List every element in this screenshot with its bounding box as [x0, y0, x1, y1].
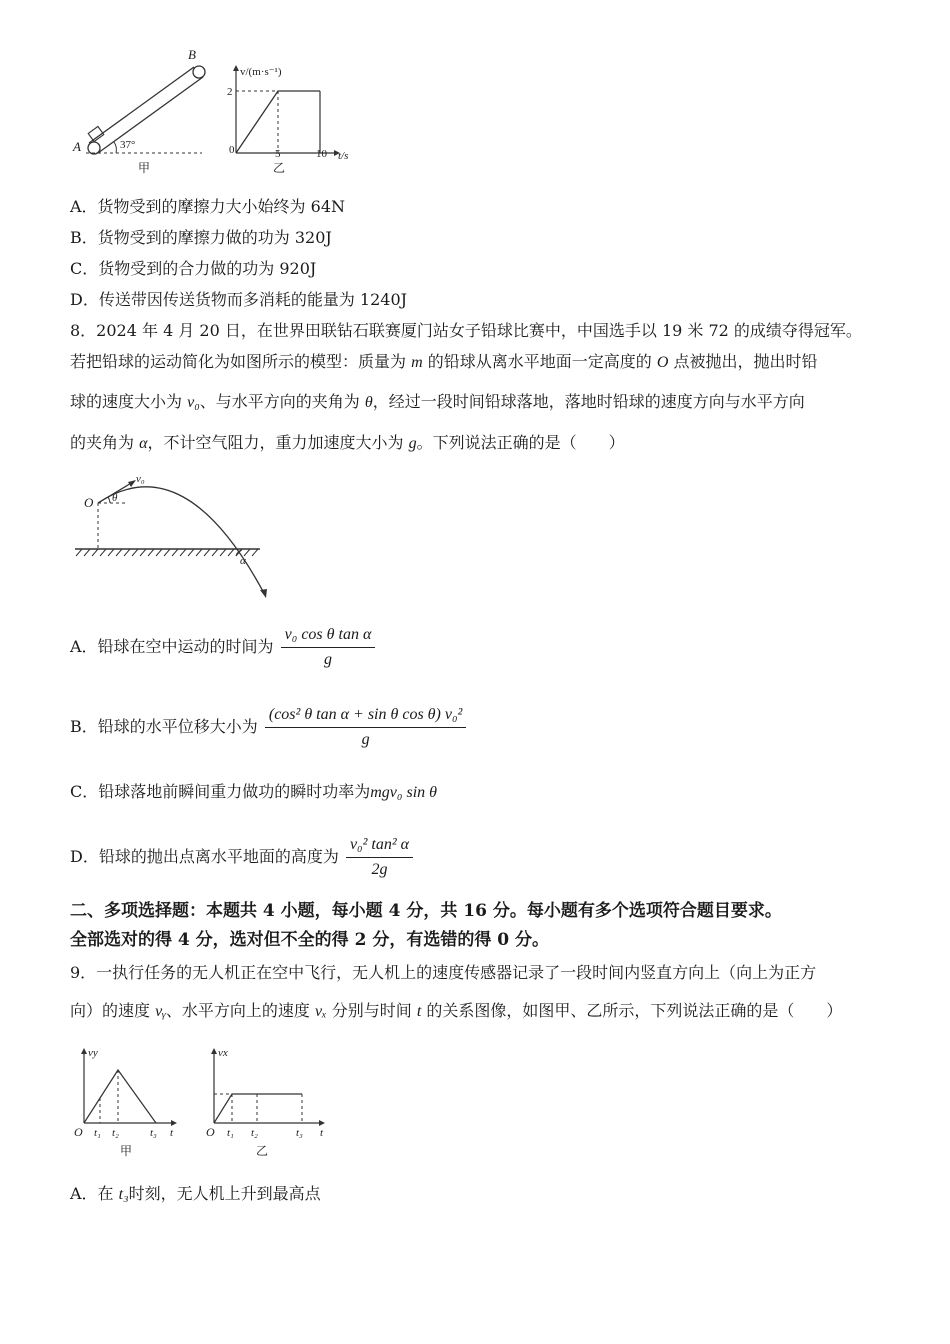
vx-t: t — [320, 1127, 324, 1139]
v0-label: v₀ — [136, 473, 145, 485]
alpha-label: α — [240, 555, 246, 567]
vx-t3: t₃ — [296, 1127, 303, 1139]
q7-option-a: A．货物受到的摩擦力大小始终为 64N — [70, 197, 346, 216]
vt-graph — [227, 65, 348, 175]
label-a: A — [73, 139, 81, 154]
vy-t-graph — [74, 1047, 177, 1158]
point-o-label: O — [84, 495, 94, 510]
q8-option-b: B．铅球的水平位移大小为 $\frac{\text{(cos² θ tan α + sin θ cos θ) v₀²}}{g}$ — [70, 705, 466, 750]
q9-stem-line2: 向）的速度 vᵧ、水平方向上的速度 vₓ 分别与时间 t 的关系图像，如图甲、乙所示，下列说法正确的是（ ） — [70, 1001, 843, 1020]
origin-label: 0 — [229, 144, 235, 156]
q8-stem-line2: 若把铅球的运动简化为如图所示的模型：质量为 m 的铅球从离水平地面一定高度的 O 点被抛出，抛出时铅 — [70, 352, 818, 371]
q7-figure — [70, 45, 370, 180]
vy-t3: t₃ — [150, 1127, 157, 1139]
vx-t2: t₂ — [251, 1127, 258, 1139]
q7-option-c: C．货物受到的合力做的功为 920J — [70, 259, 317, 278]
q9-figure — [70, 1043, 350, 1163]
caption-yi: 乙 — [256, 1144, 269, 1158]
x-tick-5: 5 — [275, 148, 281, 160]
q8-stem-line1: 8．2024 年 4 月 20 日，在世界田联钻石联赛厦门站女子铅球比赛中，中国选手以 19 米 72 的成绩夺得冠军。 — [70, 321, 862, 340]
vx-origin: O — [206, 1125, 215, 1139]
theta-label: θ — [112, 492, 118, 504]
vy-origin: O — [74, 1125, 83, 1139]
q9-stem-line1: 9．一执行任务的无人机正在空中飞行，无人机上的速度传感器记录了一段时间内竖直方向上（向上为正方 — [70, 963, 817, 982]
q7-option-b: B．货物受到的摩擦力做的功为 320J — [70, 228, 332, 247]
caption-jia: 甲 — [120, 1144, 133, 1158]
q7-option-d: D．传送带因传送货物而多消耗的能量为 1240J — [70, 290, 408, 309]
y-tick-label: 2 — [227, 86, 233, 98]
angle-label: 37° — [120, 139, 136, 151]
x-tick-10: 10 — [316, 148, 327, 160]
y-axis-label: v/(m·s⁻¹) — [240, 66, 282, 78]
q8-option-c: C．铅球落地前瞬间重力做功的瞬时功率为mgv₀ sin θ — [70, 782, 437, 801]
q8-stem-line3: 球的速度大小为 v₀、与水平方向的夹角为 θ，经过一段时间铅球落地，落地时铅球的速度方向与水平方向 — [70, 392, 805, 411]
caption-jia: 甲 — [138, 161, 151, 175]
q9-option-a: A．在 t₃时刻，无人机上升到最高点 — [70, 1184, 321, 1203]
label-b: B — [188, 47, 196, 62]
vy-t1: t₁ — [94, 1127, 101, 1139]
section2-header-line2: 全部选对的得 4 分，选对但不全的得 2 分，有选错的得 0 分。 — [70, 930, 549, 950]
vx-t-graph — [206, 1047, 325, 1158]
q8-stem-line4: 的夹角为 α，不计空气阻力，重力加速度大小为 g。下列说法正确的是（ ） — [70, 433, 625, 452]
vx-label: vx — [218, 1047, 228, 1059]
conveyor-diagram — [72, 47, 205, 175]
q8-option-d: D．铅球的抛出点离水平地面的高度为 $\frac{\text{v₀² tan² α}}{2g}$ — [70, 835, 413, 880]
vy-t2: t₂ — [112, 1127, 119, 1139]
vx-t1: t₁ — [227, 1127, 234, 1139]
q8-option-a: A．铅球在空中运动的时间为 $\frac{\text{v₀ cos θ tan α}}{g}$ — [70, 625, 375, 670]
x-axis-label: t/s — [338, 150, 349, 162]
vy-t: t — [170, 1127, 174, 1139]
vy-label: vy — [88, 1047, 98, 1059]
q8-projectile-figure — [70, 470, 270, 605]
caption-yi: 乙 — [273, 161, 286, 175]
section2-header-line1: 二、多项选择题：本题共 4 小题，每小题 4 分，共 16 分。每小题有多个选项符合题目要求。 — [70, 901, 782, 921]
